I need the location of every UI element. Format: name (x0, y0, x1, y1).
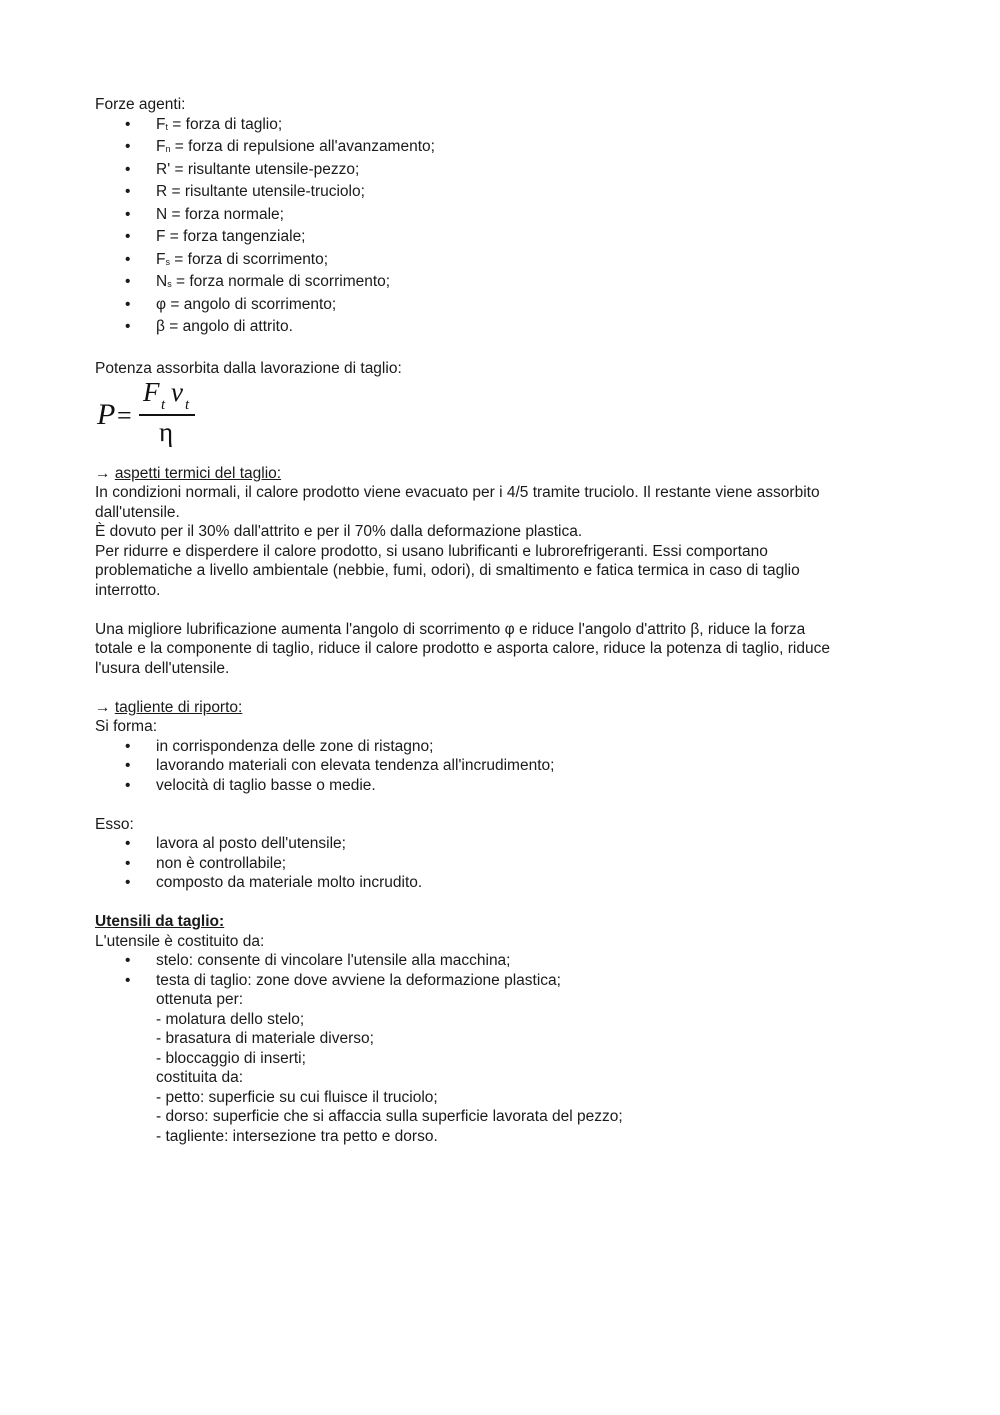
list-item: • β = angolo di attrito. (125, 318, 293, 335)
list-item: • F = forza tangenziale; (125, 228, 306, 245)
list-item: • Ns = forza normale di scorrimento; (125, 273, 391, 290)
paragraph: problematiche a livello ambientale (nebbie, fumi, odori), di smaltimento e fatica termica in caso di taglio (95, 562, 800, 579)
sub-line: costituita da: (156, 1069, 244, 1086)
list-item: • velocità di taglio basse o medie. (125, 776, 376, 794)
list-item: • in corrispondenza delle zone di ristagno; (125, 737, 434, 755)
bullet: • (125, 183, 131, 200)
bullet: • (125, 854, 131, 872)
list-item: • R' = risultante utensile-pezzo; (125, 160, 360, 178)
bullet: • (125, 971, 131, 989)
list-item: • testa di taglio: zone dove avviene la deformazione plastica; ottenuta per: - molatura dello stelo; - brasatura di materiale diverso; - bloccaggio di inserti; costituita da: - petto: superficie su cui fluisce il truciolo; - dorso: superficie che si affaccia sulla superficie lavorata del pezzo; - tagliente: intersezione tra petto e dorso. (95, 971, 905, 1147)
bullet: • (125, 776, 131, 794)
bullet: • (125, 874, 131, 891)
bullet: • (125, 160, 131, 178)
bullet: • (125, 138, 131, 155)
sub-line: ottenuta per: (156, 991, 244, 1008)
utensili-list (95, 951, 905, 1146)
utensili-intro: L'utensile è costituito da: (95, 932, 265, 950)
paragraph: In condizioni normali, il calore prodotto viene evacuato per i 4/5 tramite truciolo. Il restante viene assorbito (95, 484, 820, 501)
paragraph: l'usura dell'utensile. (95, 659, 230, 677)
bullet: • (125, 273, 131, 290)
list-item: • N = forza normale; (125, 205, 284, 223)
list-item: • Ft = forza di taglio; (125, 115, 283, 133)
bullet: • (125, 952, 131, 969)
bullet: • (125, 835, 131, 852)
sub-line: - brasatura di materiale diverso; (156, 1030, 374, 1047)
list-item: • R = risultante utensile-truciolo; (125, 183, 365, 200)
paragraph: Per ridurre e disperdere il calore prodotto, si usano lubrificanti e lubrorefrigeranti. Essi comportano (95, 542, 768, 560)
riporto-heading: → tagliente di riporto: (95, 698, 243, 716)
riporto-list (95, 737, 905, 796)
bullet: • (125, 757, 131, 774)
forze-title: Forze agenti: (95, 96, 186, 113)
sub-line: - molatura dello stelo; (156, 1010, 305, 1028)
list-item: • stelo: consente di vincolare l'utensile alla macchina; (125, 952, 511, 969)
paragraph: È dovuto per il 30% dall'attrito e per il 70% dalla deformazione plastica. (95, 523, 583, 540)
formula-t: t (161, 396, 166, 413)
bullet: • (125, 737, 131, 755)
forze-list (95, 115, 905, 340)
formula-p: P (97, 397, 116, 431)
sub-line: - dorso: superficie che si affaccia sulla superficie lavorata del pezzo; (156, 1108, 623, 1125)
paragraph: interrotto. (95, 581, 161, 599)
list-item: • lavora al posto dell'utensile; (125, 835, 346, 852)
sub-line: - petto: superficie su cui fluisce il truciolo; (156, 1088, 438, 1106)
esso-list (95, 834, 905, 893)
paragraph: Una migliore lubrificazione aumenta l'angolo di scorrimento φ e riduce l'angolo d'attrito β, riduce la forza (95, 620, 806, 638)
power-formula (95, 380, 905, 450)
power-formula-svg (95, 380, 205, 450)
list-item: • non è controllabile; (125, 854, 287, 872)
riporto-intro: Si forma: (95, 718, 158, 735)
utensili-heading: Utensili da taglio: (95, 913, 225, 930)
list-item: • Fn = forza di repulsione all'avanzamento; (125, 138, 435, 155)
bullet: • (125, 115, 131, 133)
document-page (95, 95, 905, 1146)
formula-t2: t (185, 396, 190, 413)
bullet: • (125, 228, 131, 245)
bullet: • (125, 205, 131, 223)
formula-v: v (171, 379, 183, 407)
list-item: • Fs = forza di scorrimento; (125, 250, 329, 268)
esso-intro: Esso: (95, 815, 134, 833)
sub-line: - bloccaggio di inserti; (156, 1049, 306, 1067)
formula-f: F (143, 379, 160, 407)
bullet: • (125, 318, 131, 335)
list-item: • φ = angolo di scorrimento; (125, 295, 337, 313)
bullet: • (125, 295, 131, 313)
potenza-title: Potenza assorbita dalla lavorazione di taglio: (95, 360, 402, 377)
bullet: • (125, 250, 131, 268)
list-item: • lavorando materiali con elevata tendenza all'incrudimento; (125, 757, 555, 774)
list-item: • composto da materiale molto incrudito. (125, 874, 423, 891)
formula-eq: = (117, 400, 132, 430)
formula-eta: η (159, 416, 174, 447)
sub-line: - tagliente: intersezione tra petto e dorso. (156, 1127, 438, 1145)
paragraph: dall'utensile. (95, 503, 180, 521)
paragraph: totale e la componente di taglio, riduce il calore prodotto e asporta calore, riduce la potenza di taglio, riduce (95, 640, 830, 657)
termici-heading: → aspetti termici del taglio: (95, 464, 282, 482)
